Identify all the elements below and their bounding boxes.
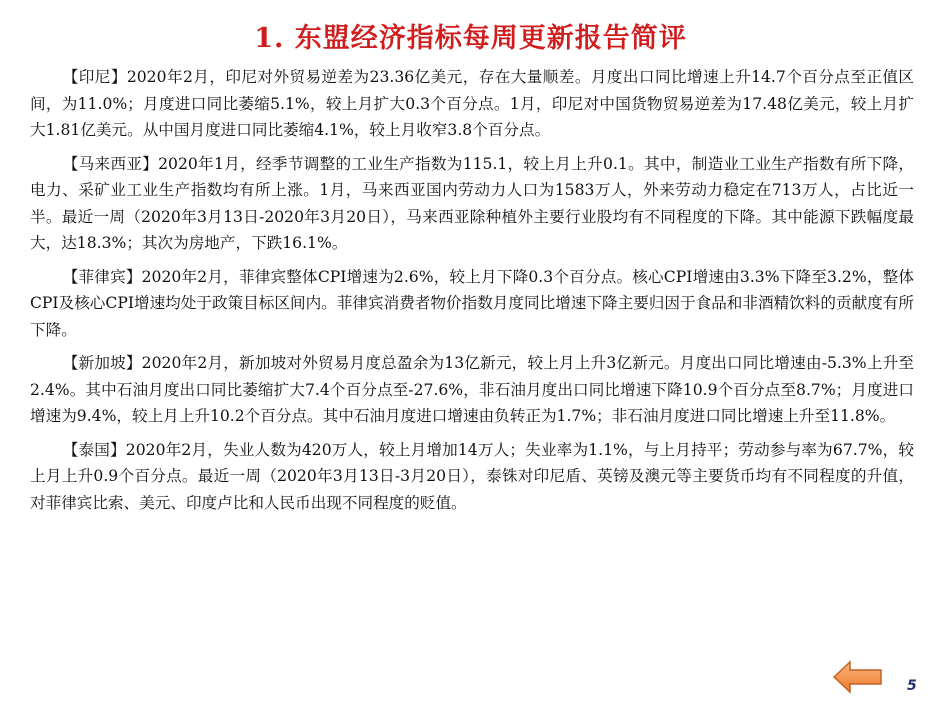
paragraph-philippines: 【菲律宾】2020年2月，菲律宾整体CPI增速为2.6%，较上月下降0.3个百分点。核心CPI增速由3.3%下降至3.2%，整体CPI及核心CPI增速均处于政策目标区间内。菲律宾消费者物价指数月度同比增速下降主要归因于食品和非酒精饮料的贡献度有所下降。 (30, 267, 914, 339)
slide-title: 1. 东盟经济指标每周更新报告简评 (254, 23, 687, 54)
paragraph-thailand: 【泰国】2020年2月，失业人数为420万人，较上月增加14万人；失业率为1.1%，与上月持平；劳动参与率为67.7%，较上月上升0.9个百分点。最近一周（2020年3月13日-3月20日），泰铢对印尼盾、英镑及澳元等主要货币均有不同程度的升值，对菲律宾比索、美元、印度卢比和人民币出现不同程度的贬值。 (30, 440, 914, 512)
slide-body (30, 64, 914, 523)
paragraph-singapore: 【新加坡】2020年2月，新加坡对外贸易月度总盈余为13亿新元，较上月上升3亿新元。月度出口同比增速由-5.3%上升至2.4%。其中石油月度出口同比萎缩扩大7.4个百分点至-27.6%，非石油月度出口同比增速下降10.9个百分点至8.7%；月度进口增速为9.4%，较上月上升10.2个百分点。其中石油月度进口增速由负转正为1.7%；非石油月度进口同比增速上升至11.8%。 (30, 354, 914, 425)
left-arrow-icon (832, 660, 884, 694)
paragraph-malaysia: 【马来西亚】2020年1月，经季节调整的工业生产指数为115.1，较上月上升0.1。其中，制造业工业生产指数有所下降，电力、采矿业工业生产指数均有所上涨。1月，马来西亚国内劳动力人口为1583万人，外来劳动力稳定在713万人，占比近一半。最近一周（2020年3月13日-2020年3月20日），马来西亚除种植外主要行业股均有不同程度的下降。其中能源下跌幅度最大，达18.3%；其次为房地产，下跌16.1%。 (30, 154, 914, 252)
page-number: 5 (907, 678, 917, 694)
back-button[interactable] (832, 660, 884, 694)
paragraph-indonesia: 【印尼】2020年2月，印尼对外贸易逆差为23.36亿美元，存在大量顺差。月度出口同比增速上升14.7个百分点至正值区间，为11.0%；月度进口同比萎缩5.1%，较上月扩大0.3个百分点。1月，印尼对中国货物贸易逆差为17.48亿美元，较上月扩大1.81亿美元。从中国月度进口同比萎缩4.1%，较上月收窄3.8个百分点。 (30, 68, 914, 139)
